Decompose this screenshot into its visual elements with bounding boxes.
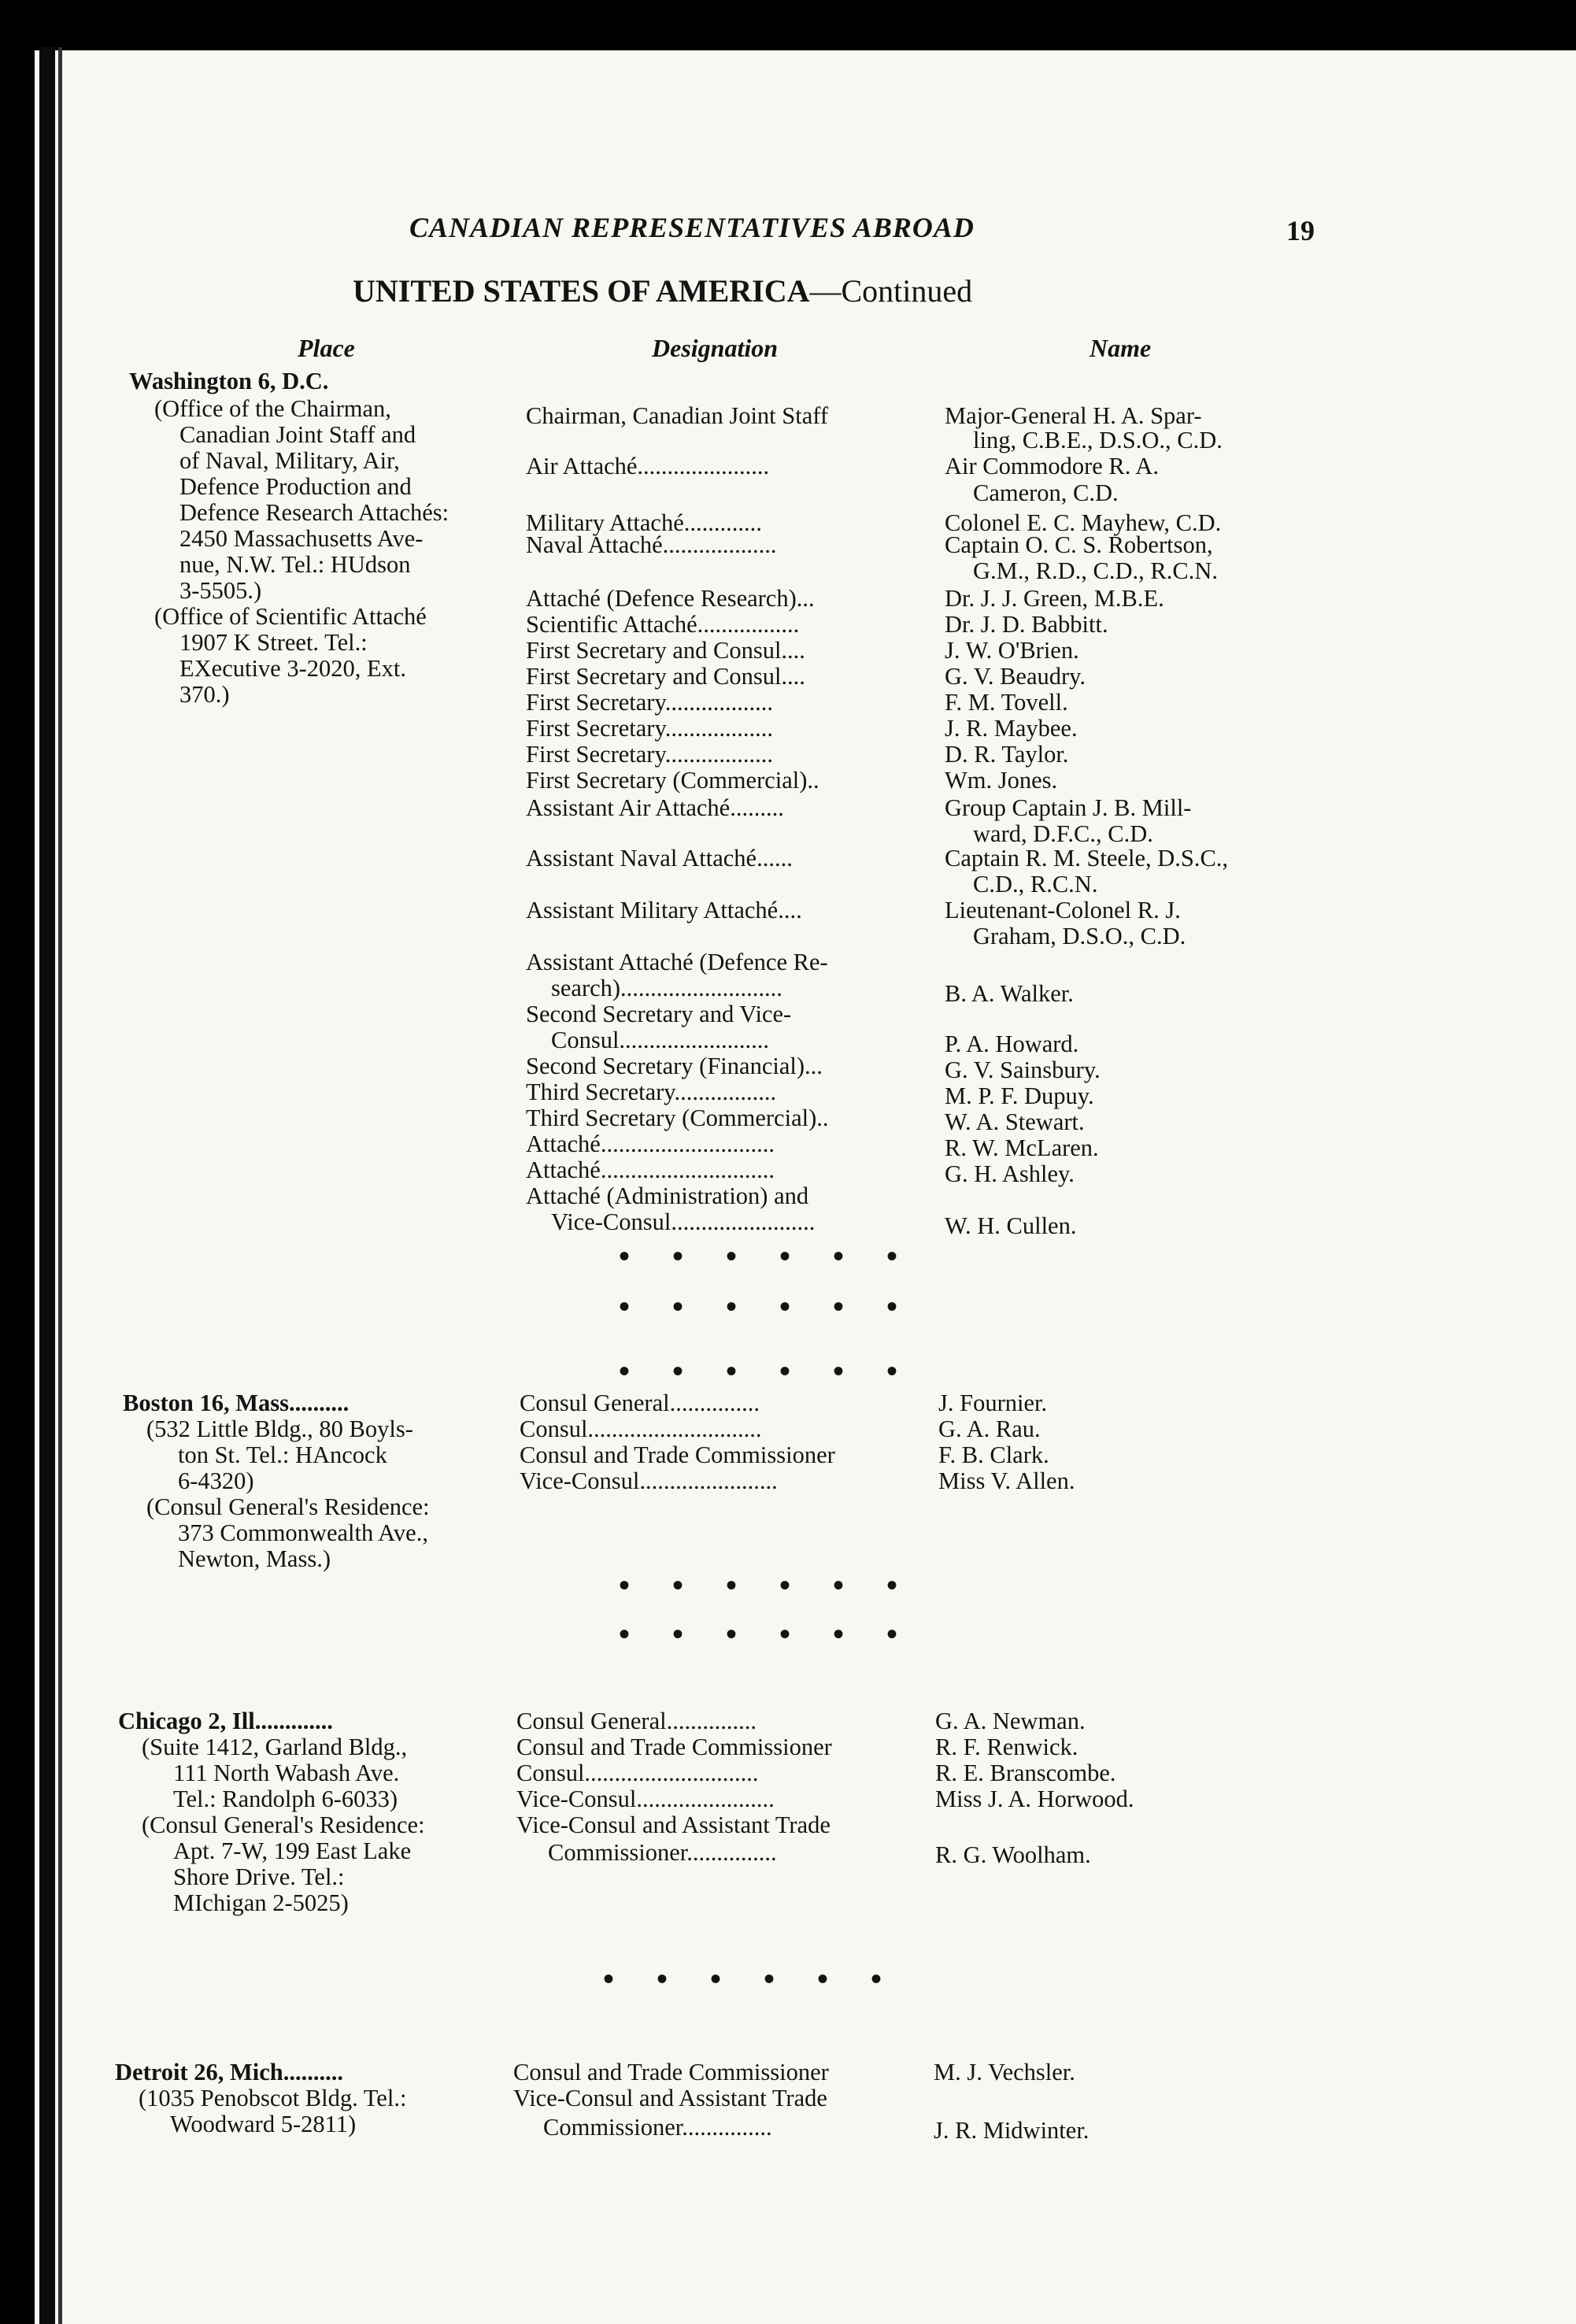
- designation: Assistant Attaché (Defence Re-: [526, 949, 828, 975]
- designation: Consul and Trade Commissioner: [513, 2059, 829, 2085]
- designation: Vice-Consul........................: [551, 1208, 816, 1235]
- place-line: Shore Drive. Tel.:: [173, 1863, 345, 1890]
- name: W. H. Cullen.: [945, 1212, 1077, 1239]
- section-separator: • • • • • •: [619, 1289, 916, 1324]
- designation: Naval Attaché...................: [526, 531, 777, 558]
- name: B. A. Walker.: [945, 980, 1074, 1007]
- scan-left-border: [0, 0, 35, 2324]
- place-line: (Consul General's Residence:: [146, 1493, 430, 1520]
- place-line: MIchigan 2-5025): [173, 1889, 349, 1916]
- designation: First Secretary..................: [526, 689, 773, 716]
- designation: Third Secretary.................: [526, 1079, 777, 1105]
- place-line: ton St. Tel.: HAncock: [178, 1441, 387, 1468]
- name: Miss J. A. Horwood.: [935, 1786, 1134, 1812]
- place-line: (Office of Scientific Attaché: [154, 603, 427, 630]
- place-line: 2450 Massachusetts Ave-: [179, 525, 424, 552]
- name: R. E. Branscombe.: [935, 1760, 1116, 1786]
- name: Cameron, C.D.: [973, 479, 1119, 506]
- name: R. G. Woolham.: [935, 1841, 1091, 1868]
- running-head: CANADIAN REPRESENTATIVES ABROAD: [409, 212, 975, 243]
- place-line: Apt. 7-W, 199 East Lake: [173, 1837, 412, 1864]
- scan-spine-edge: [58, 47, 62, 2324]
- name: R. W. McLaren.: [945, 1134, 1099, 1161]
- section-separator: • • • • • •: [619, 1616, 916, 1652]
- place-heading-boston: Boston 16, Mass..........: [123, 1390, 350, 1416]
- designation: Commissioner...............: [548, 1839, 777, 1866]
- designation: First Secretary and Consul....: [526, 637, 805, 664]
- place-line: 370.): [179, 681, 230, 708]
- name: G. A. Newman.: [935, 1708, 1086, 1734]
- place-line: (1035 Penobscot Bldg. Tel.:: [139, 2085, 407, 2111]
- scan-spine-shadow: [39, 47, 55, 2324]
- name: Dr. J. J. Green, M.B.E.: [945, 585, 1164, 612]
- name: J. W. O'Brien.: [945, 637, 1079, 664]
- name: Group Captain J. B. Mill-: [945, 794, 1192, 821]
- name: Wm. Jones.: [945, 767, 1058, 794]
- name: F. B. Clark.: [938, 1441, 1049, 1468]
- designation: search)...........................: [551, 975, 782, 1001]
- name: Captain R. M. Steele, D.S.C.,: [945, 845, 1229, 872]
- place-line: Defence Research Attachés:: [179, 499, 449, 526]
- place-line: Woodward 5-2811): [170, 2111, 357, 2137]
- designation: Vice-Consul.......................: [516, 1786, 775, 1812]
- name: F. M. Tovell.: [945, 689, 1068, 716]
- place-heading-chicago: Chicago 2, Ill.............: [118, 1708, 333, 1734]
- name: P. A. Howard.: [945, 1031, 1079, 1057]
- place-line: Canadian Joint Staff and: [179, 421, 416, 448]
- place-line: Tel.: Randolph 6-6033): [173, 1786, 398, 1812]
- designation: Attaché (Administration) and: [526, 1182, 809, 1209]
- place-line: Defence Production and: [179, 473, 412, 500]
- place-line: nue, N.W. Tel.: HUdson: [179, 551, 411, 578]
- name: R. F. Renwick.: [935, 1734, 1078, 1760]
- place-line: (Consul General's Residence:: [142, 1811, 425, 1838]
- designation: Chairman, Canadian Joint Staff: [526, 402, 829, 429]
- designation: Attaché (Defence Research)...: [526, 585, 815, 612]
- designation: Assistant Air Attaché.........: [526, 794, 784, 821]
- name: G. V. Sainsbury.: [945, 1057, 1101, 1083]
- designation: Commissioner...............: [543, 2114, 772, 2141]
- designation: Attaché.............................: [526, 1131, 775, 1157]
- place-line: 1907 K Street. Tel.:: [179, 629, 368, 656]
- designation: First Secretary..................: [526, 715, 773, 742]
- designation: Consul.........................: [551, 1027, 770, 1053]
- name: ling, C.B.E., D.S.O., C.D.: [973, 427, 1223, 453]
- place-line: 373 Commonwealth Ave.,: [178, 1519, 428, 1546]
- name: Miss V. Allen.: [938, 1467, 1075, 1494]
- designation: Attaché.............................: [526, 1156, 775, 1183]
- place-line: of Naval, Military, Air,: [179, 447, 400, 474]
- designation: Consul General...............: [516, 1708, 757, 1734]
- designation: Second Secretary (Financial)...: [526, 1053, 823, 1079]
- page-title: [353, 272, 972, 309]
- designation: Consul and Trade Commissioner: [516, 1734, 832, 1760]
- name: G. A. Rau.: [938, 1415, 1041, 1442]
- name: G. V. Beaudry.: [945, 663, 1086, 690]
- name: C.D., R.C.N.: [973, 871, 1098, 897]
- place-line: 111 North Wabash Ave.: [173, 1760, 400, 1786]
- designation: First Secretary and Consul....: [526, 663, 805, 690]
- designation: Military Attaché.............: [526, 509, 762, 536]
- section-separator: • • • • • •: [603, 1961, 900, 1996]
- column-header-place: Place: [298, 334, 355, 362]
- designation: Consul and Trade Commissioner: [520, 1441, 835, 1468]
- name: Dr. J. D. Babbitt.: [945, 611, 1108, 638]
- place-heading-detroit: Detroit 26, Mich..........: [115, 2059, 343, 2085]
- name: ward, D.F.C., C.D.: [973, 820, 1153, 847]
- name: Lieutenant-Colonel R. J.: [945, 897, 1181, 923]
- place-line: Newton, Mass.): [178, 1545, 331, 1572]
- designation: Consul.............................: [520, 1415, 762, 1442]
- designation: First Secretary (Commercial)..: [526, 767, 819, 794]
- section-separator: • • • • • •: [619, 1567, 916, 1603]
- designation: Air Attaché......................: [526, 453, 770, 479]
- page-number: 19: [1286, 215, 1315, 246]
- place-heading-washington: Washington 6, D.C.: [129, 368, 329, 394]
- name: D. R. Taylor.: [945, 741, 1069, 768]
- designation: Scientific Attaché.................: [526, 611, 800, 638]
- place-line: 6-4320): [178, 1467, 254, 1494]
- designation: Vice-Consul and Assistant Trade: [516, 1811, 831, 1838]
- name: W. A. Stewart.: [945, 1108, 1085, 1135]
- name: M. P. F. Dupuy.: [945, 1082, 1094, 1109]
- place-line: (Office of the Chairman,: [154, 395, 391, 422]
- title-suffix: —Continued: [809, 273, 973, 309]
- name: G. H. Ashley.: [945, 1160, 1075, 1187]
- designation: First Secretary..................: [526, 741, 773, 768]
- designation: Assistant Military Attaché....: [526, 897, 802, 923]
- designation: Consul General...............: [520, 1390, 760, 1416]
- column-header-name: Name: [1090, 334, 1152, 362]
- designation: Vice-Consul and Assistant Trade: [513, 2085, 827, 2111]
- designation: Third Secretary (Commercial)..: [526, 1105, 829, 1131]
- name: J. R. Maybee.: [945, 715, 1078, 742]
- name: J. Fournier.: [938, 1390, 1048, 1416]
- country-title: UNITED STATES OF AMERICA: [353, 273, 810, 309]
- place-line: EXecutive 3-2020, Ext.: [179, 655, 406, 682]
- column-header-designation: Designation: [652, 334, 779, 362]
- designation: Assistant Naval Attaché......: [526, 845, 793, 872]
- name: J. R. Midwinter.: [934, 2117, 1090, 2144]
- place-line: (Suite 1412, Garland Bldg.,: [142, 1734, 408, 1760]
- name: Colonel E. C. Mayhew, C.D.: [945, 509, 1222, 536]
- designation: Second Secretary and Vice-: [526, 1001, 792, 1027]
- name: Graham, D.S.O., C.D.: [973, 923, 1186, 949]
- name: Major-General H. A. Spar-: [945, 402, 1202, 429]
- name: G.M., R.D., C.D., R.C.N.: [973, 557, 1218, 584]
- section-separator: • • • • • •: [619, 1353, 916, 1389]
- place-line: 3-5505.): [179, 577, 262, 604]
- designation: Vice-Consul.......................: [520, 1467, 778, 1494]
- name: M. J. Vechsler.: [934, 2059, 1075, 2085]
- section-separator: • • • • • •: [619, 1238, 916, 1274]
- name: Air Commodore R. A.: [945, 453, 1159, 479]
- name: Captain O. C. S. Robertson,: [945, 531, 1213, 558]
- designation: Consul.............................: [516, 1760, 759, 1786]
- scan-top-border: [0, 0, 1576, 50]
- place-line: (532 Little Bldg., 80 Boyls-: [146, 1415, 413, 1442]
